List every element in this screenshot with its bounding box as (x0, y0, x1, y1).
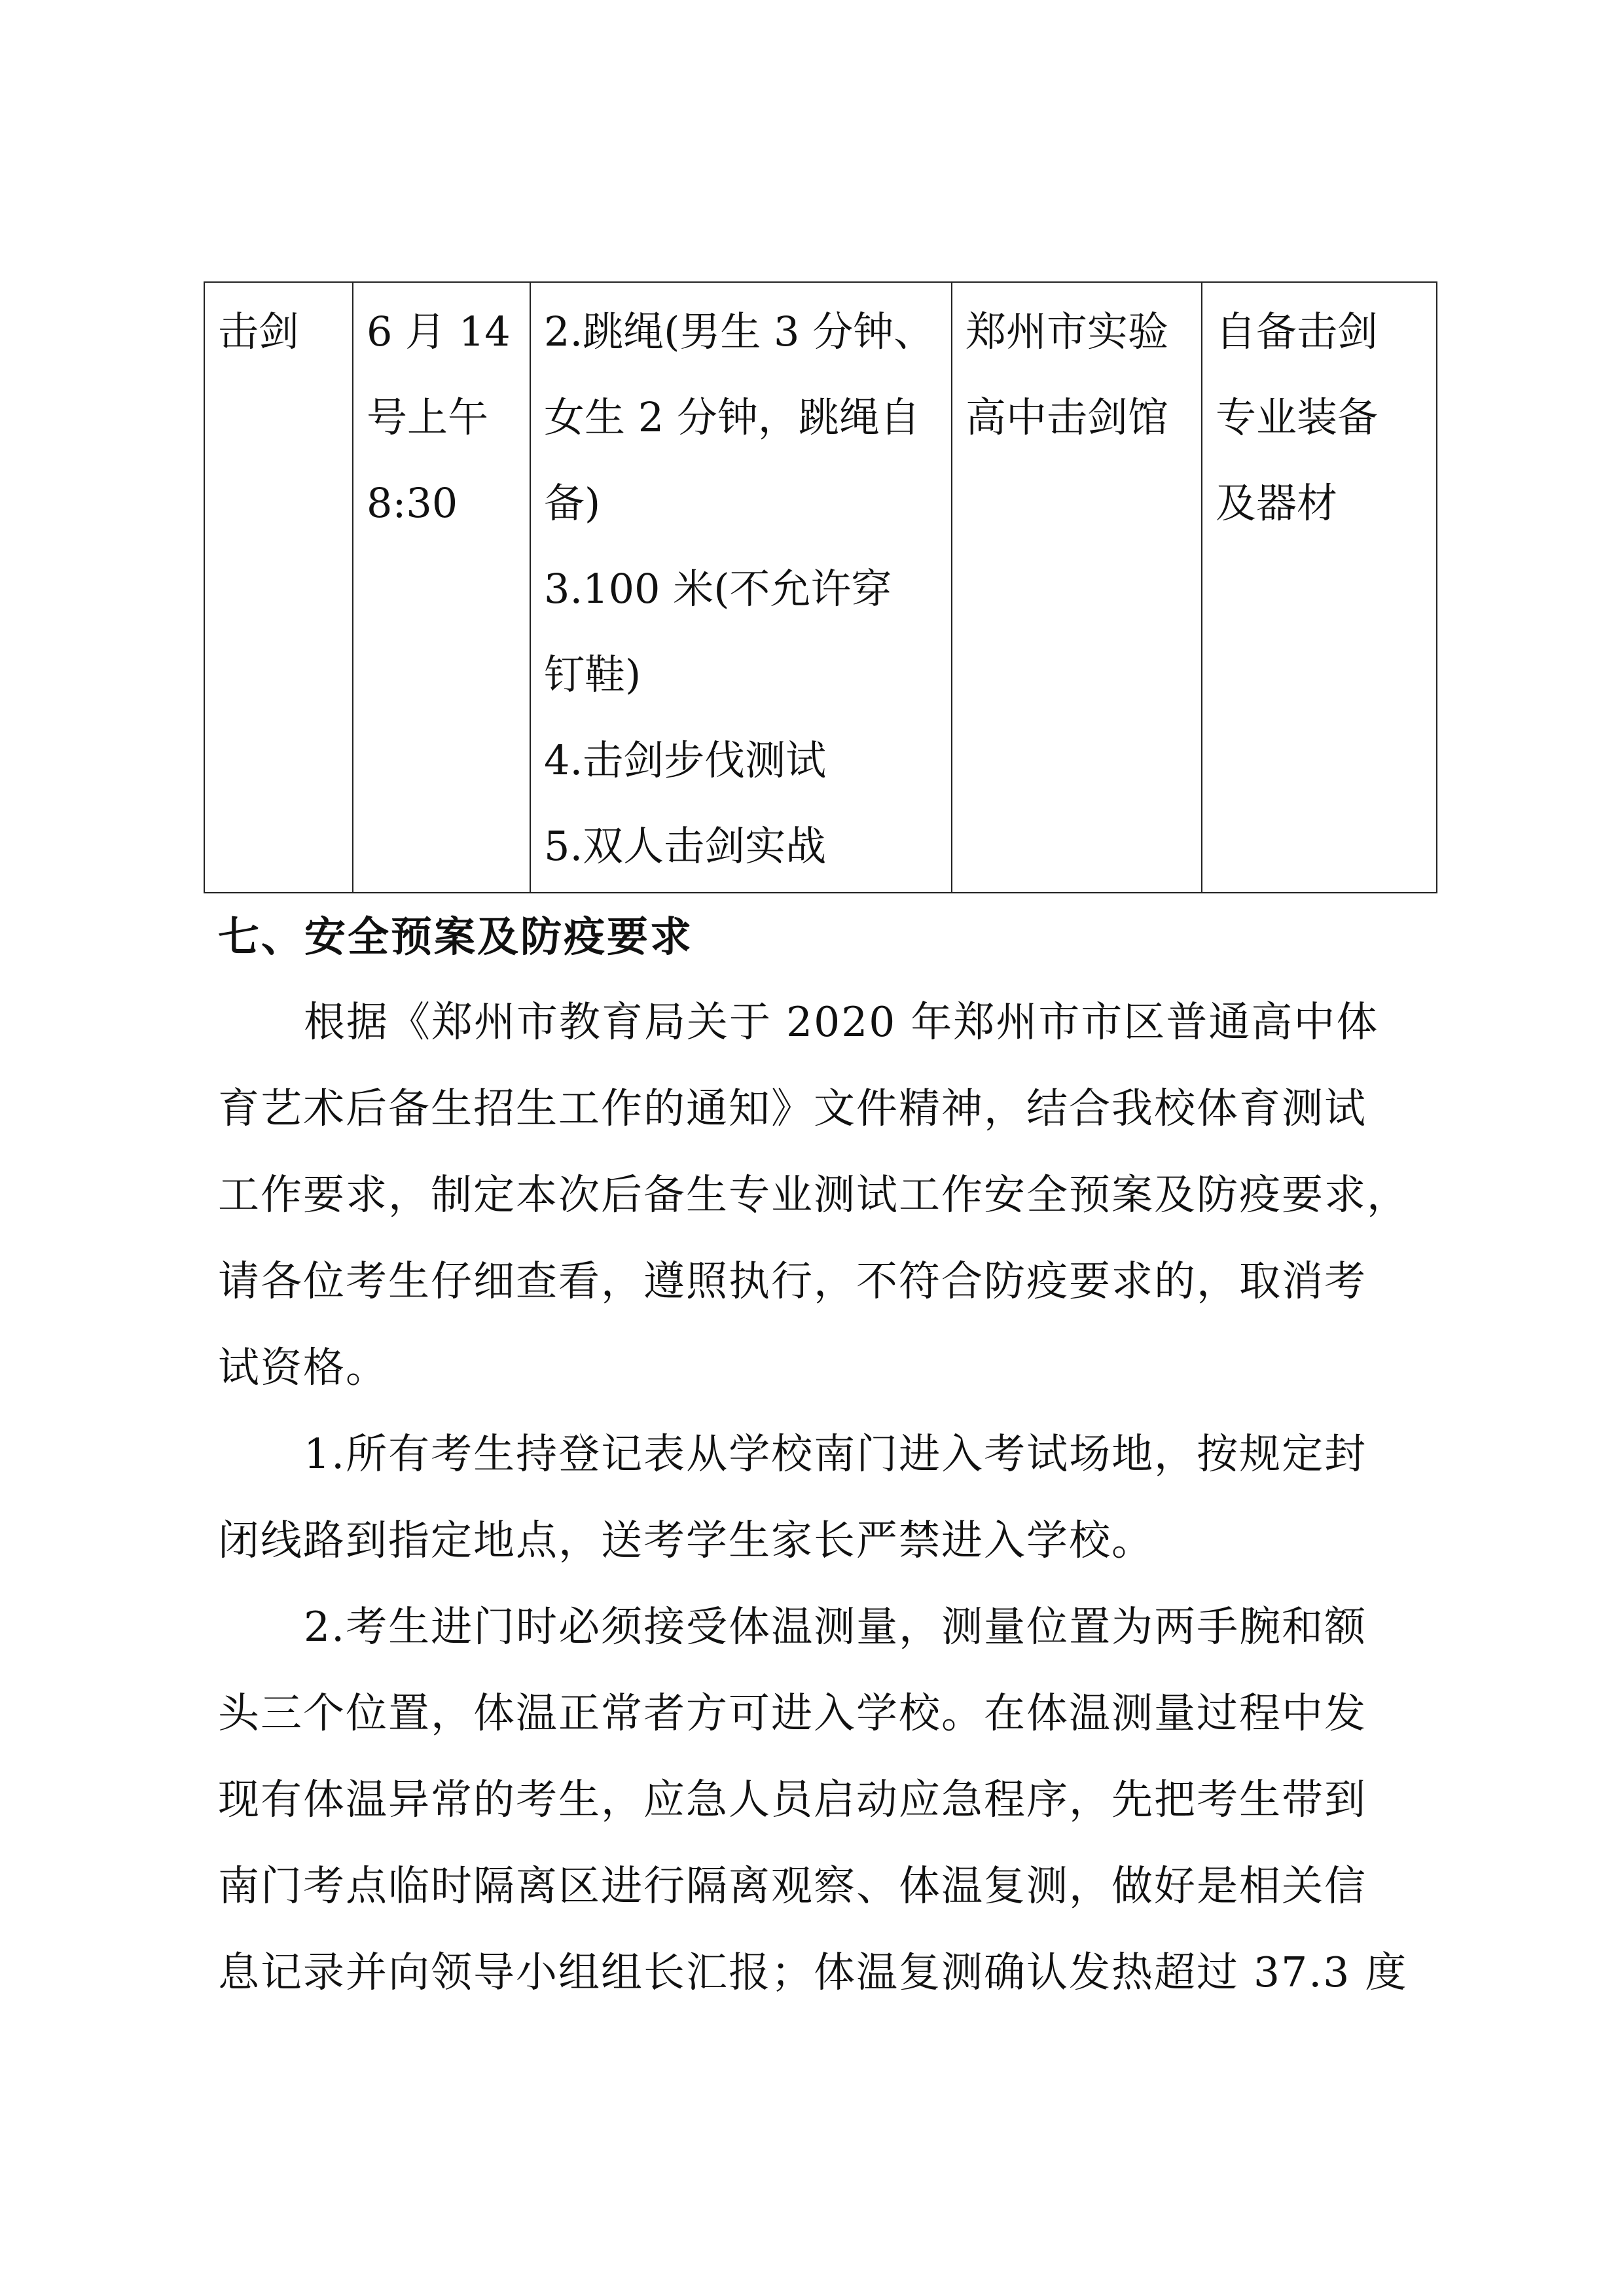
paragraph-line: 1.所有考生持登记表从学校南门进入考试场地，按规定封 (304, 1430, 1367, 1478)
paragraph-line: 头三个位置，体温正常者方可进入学校。在体温测量过程中发 (218, 1689, 1367, 1737)
notes-cell (1202, 282, 1437, 893)
paragraph-line: 闭线路到指定地点，送考学生家长严禁进入学校。 (218, 1516, 1154, 1564)
schedule-table (204, 281, 1437, 893)
content-cell (530, 282, 952, 893)
content-line: 2.跳绳(男生 3 分钟、 (544, 308, 935, 355)
venue-line: 高中击剑馆 (965, 393, 1169, 441)
paragraph-line: 南门考点临时隔离区进行隔离观察、体温复测，做好是相关信 (218, 1862, 1367, 1910)
content-line: 5.双人击剑实战 (544, 822, 827, 870)
notes-line: 及器材 (1216, 479, 1338, 527)
section-heading: 七、安全预案及防疫要求 (218, 913, 693, 961)
table-row (204, 282, 1437, 893)
time-cell (353, 282, 530, 893)
time-line: 8:30 (367, 479, 458, 527)
content-line: 女生 2 分钟，跳绳自 (544, 393, 920, 441)
paragraph-line: 请各位考生仔细查看，遵照执行，不符合防疫要求的，取消考 (218, 1257, 1367, 1305)
paragraph-line: 现有体温异常的考生，应急人员启动应急程序，先把考生带到 (218, 1776, 1367, 1823)
venue-line: 郑州市实验 (965, 308, 1169, 355)
paragraph-line: 息记录并向领导小组组长汇报；体温复测确认发热超过 37.3 度 (218, 1948, 1408, 1996)
content-line: 4.击剑步伐测试 (544, 736, 827, 784)
event-name: 击剑 (218, 308, 300, 355)
paragraph-line: 试资格。 (218, 1344, 388, 1391)
paragraph-line: 育艺术后备生招生工作的通知》文件精神，结合我校体育测试 (218, 1085, 1367, 1132)
time-line: 号上午 (367, 393, 489, 441)
content-line: 3.100 米(不允许穿 (544, 565, 892, 613)
paragraph-line: 2.考生进门时必须接受体温测量，测量位置为两手腕和额 (304, 1603, 1367, 1651)
time-line: 6 月 14 (367, 308, 511, 355)
content-line: 钉鞋) (544, 651, 641, 698)
notes-line: 专业装备 (1216, 393, 1379, 441)
venue-cell (952, 282, 1202, 893)
notes-line: 自备击剑 (1216, 308, 1379, 355)
content-line: 备) (544, 479, 601, 527)
paragraph-line: 根据《郑州市教育局关于 2020 年郑州市市区普通高中体 (304, 998, 1379, 1046)
paragraph-line: 工作要求，制定本次后备生专业测试工作安全预案及防疫要求， (218, 1171, 1409, 1219)
event-cell (204, 282, 353, 893)
